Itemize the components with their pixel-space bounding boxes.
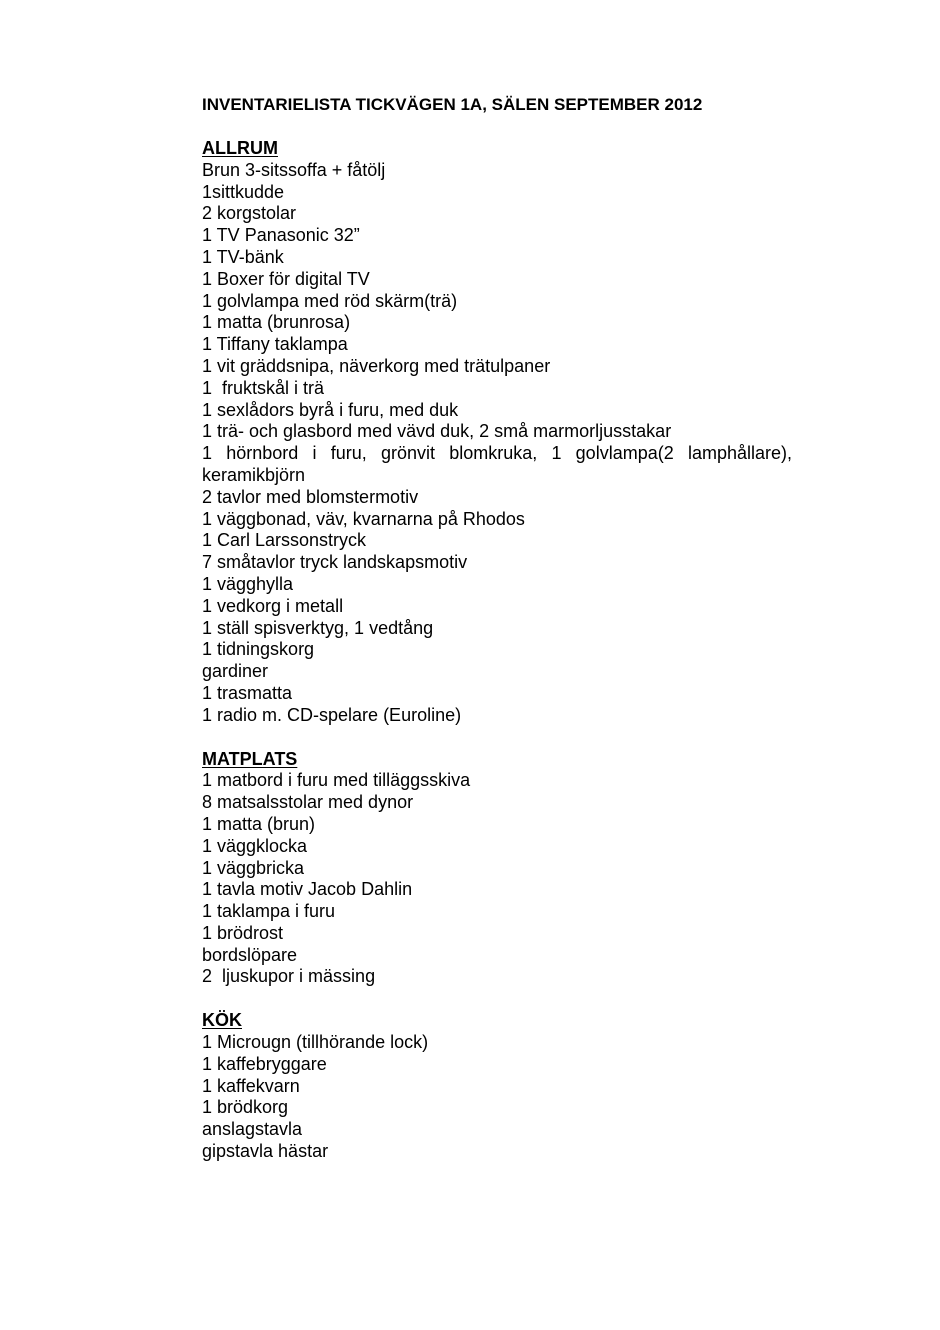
list-item: 1 tidningskorg [202, 639, 315, 660]
section-kök [202, 1010, 792, 1163]
list-item: 2 ljuskupor i mässing [202, 966, 376, 987]
list-item: gardiner [202, 661, 269, 682]
list-item: 1 brödrost [202, 922, 284, 943]
list-item: 1 matta (brunrosa) [202, 312, 351, 333]
list-item: 1 TV Panasonic 32” [202, 225, 360, 246]
list-item: 1 radio m. CD-spelare (Euroline) [202, 704, 462, 725]
section-matplats [202, 749, 792, 989]
list-item: 1 vedkorg i metall [202, 595, 344, 616]
list-item: 1 fruktskål i trä [202, 377, 325, 398]
list-item: 1 kaffebryggare [202, 1053, 327, 1074]
list-item: 8 matsalsstolar med dynor [202, 792, 414, 813]
list-item: 2 korgstolar [202, 203, 297, 224]
list-item: anslagstavla [202, 1119, 303, 1140]
list-item: 1sittkudde [202, 181, 285, 202]
document-title: INVENTARIELISTA TICKVÄGEN 1A, SÄLEN SEPTEMBER 2012 [202, 95, 703, 114]
list-item: 1 ställ spisverktyg, 1 vedtång [202, 617, 434, 638]
list-item: 1 trasmatta [202, 682, 293, 703]
list-item: 1 Microugn (tillhörande lock) [202, 1032, 429, 1053]
list-item: 1 vit gräddsnipa, näverkorg med trätulpaner [202, 355, 551, 376]
list-item: 1 hörnbord i furu, grönvit blomkruka, 1 golvlampa(2 lamphållare), keramikbjörn [202, 443, 792, 485]
list-item: 1 Carl Larssonstryck [202, 530, 367, 551]
list-item: 2 tavlor med blomstermotiv [202, 486, 419, 507]
list-item: 1 matbord i furu med tilläggsskiva [202, 770, 471, 791]
list-item: 1 sexlådors byrå i furu, med duk [202, 399, 459, 420]
list-item: 1 brödkorg [202, 1097, 289, 1118]
list-item: 1 trä- och glasbord med vävd duk, 2 små marmorljusstakar [202, 421, 672, 442]
list-item: 1 golvlampa med röd skärm(trä) [202, 290, 458, 311]
list-item: 1 vägghylla [202, 573, 294, 594]
list-item: 1 matta (brun) [202, 813, 316, 834]
section-allrum [202, 138, 792, 727]
list-item: 1 tavla motiv Jacob Dahlin [202, 879, 413, 900]
document-page [202, 94, 792, 1185]
section-heading: KÖK [202, 1010, 242, 1031]
item-list [202, 160, 792, 727]
section-heading: ALLRUM [202, 138, 278, 158]
list-item: 1 TV-bänk [202, 246, 284, 267]
item-list [202, 770, 792, 988]
list-item: 7 småtavlor tryck landskapsmotiv [202, 552, 468, 573]
list-item: 1 Tiffany taklampa [202, 334, 348, 355]
list-item: Brun 3-sitssoffa + fåtölj [202, 159, 386, 180]
item-list [202, 1032, 792, 1163]
list-item: 1 väggbricka [202, 857, 305, 878]
list-item: 1 väggbonad, väv, kvarnarna på Rhodos [202, 508, 525, 529]
list-item: gipstavla hästar [202, 1141, 329, 1162]
list-item: 1 taklampa i furu [202, 901, 336, 922]
sections-container [202, 138, 792, 1163]
list-item: 1 väggklocka [202, 835, 308, 856]
list-item: bordslöpare [202, 944, 298, 965]
section-heading: MATPLATS [202, 748, 298, 769]
list-item: 1 kaffekvarn [202, 1075, 300, 1096]
list-item: 1 Boxer för digital TV [202, 268, 370, 289]
